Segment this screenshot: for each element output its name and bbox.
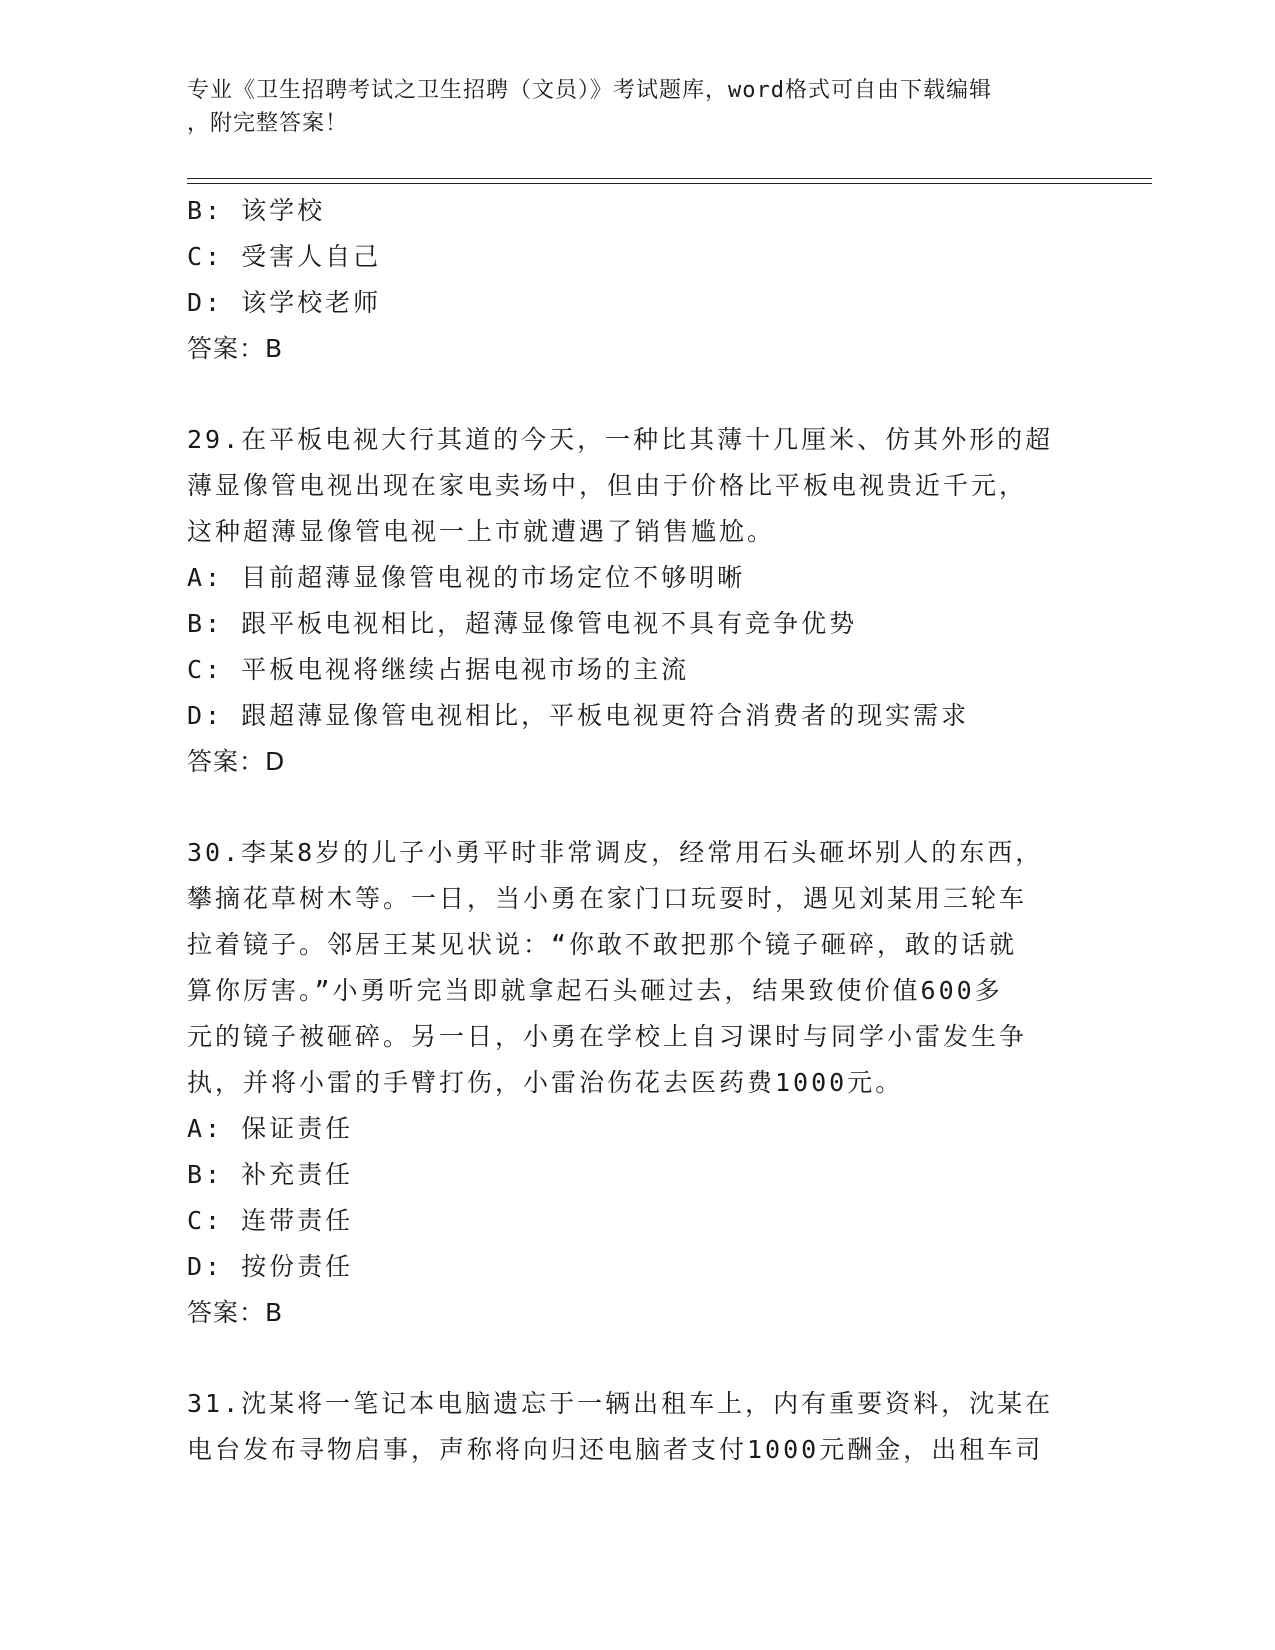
- question-30-line: 执，并将小雷的手臂打伤，小雷治伤花去医药费1000元。: [187, 1068, 904, 1097]
- document-header: [187, 74, 1067, 140]
- option-c: C: 受害人自己: [187, 242, 382, 271]
- question-31-line: 31.沈某将一笔记本电脑遗忘于一辆出租车上，内有重要资料，沈某在: [187, 1389, 1054, 1418]
- question-29-stem: [187, 417, 1087, 555]
- question-30-line: 算你厉害。”小勇听完当即就拿起石头砸过去，结果致使价值600多: [187, 976, 1003, 1005]
- question-29-options: [187, 555, 1087, 739]
- question-30-line: 30.李某8岁的儿子小勇平时非常调皮，经常用石头砸坏别人的东西，: [187, 838, 1044, 867]
- spacer: [187, 372, 1087, 417]
- option-b: B: 补充责任: [187, 1160, 354, 1189]
- header-divider-bottom: [187, 183, 1152, 184]
- question-30-line: 攀摘花草树木等。一日，当小勇在家门口玩耍时，遇见刘某用三轮车: [187, 884, 1028, 913]
- question-30-options: [187, 1106, 1087, 1290]
- option-d: D: 按份责任: [187, 1252, 354, 1281]
- option-d: D: 跟超薄显像管电视相比，平板电视更符合消费者的现实需求: [187, 701, 970, 730]
- option-c: C: 连带责任: [187, 1206, 354, 1235]
- document-body: [187, 188, 1087, 1473]
- header-line-1: 专业《卫生招聘考试之卫生招聘（文员）》考试题库，word格式可自由下载编辑: [187, 78, 992, 103]
- question-31-line: 电台发布寻物启事，声称将向归还电脑者支付1000元酬金，出租车司: [187, 1435, 1044, 1464]
- header-line-2: ，附完整答案！: [187, 111, 349, 136]
- question-28-options: [187, 188, 1087, 326]
- answer-29: 答案：D: [187, 747, 286, 776]
- question-29-line: 这种超薄显像管电视一上市就遭遇了销售尴尬。: [187, 517, 776, 546]
- question-30-line: 拉着镜子。邻居王某见状说：“你敢不敢把那个镜子砸碎，敢的话就: [187, 930, 1018, 959]
- option-a: A: 目前超薄显像管电视的市场定位不够明晰: [187, 563, 746, 592]
- question-30-stem: [187, 830, 1087, 1106]
- option-d: D: 该学校老师: [187, 288, 382, 317]
- answer-28: 答案：B: [187, 334, 284, 363]
- answer-30: 答案：B: [187, 1298, 284, 1327]
- question-29-line: 29.在平板电视大行其道的今天，一种比其薄十几厘米、仿其外形的超: [187, 425, 1054, 454]
- option-b: B: 该学校: [187, 196, 326, 225]
- spacer: [187, 785, 1087, 830]
- option-c: C: 平板电视将继续占据电视市场的主流: [187, 655, 690, 684]
- header-divider-top: [187, 178, 1152, 179]
- option-a: A: 保证责任: [187, 1114, 354, 1143]
- option-b: B: 跟平板电视相比，超薄显像管电视不具有竞争优势: [187, 609, 858, 638]
- spacer: [187, 1336, 1087, 1381]
- question-31-stem: [187, 1381, 1087, 1473]
- question-30-line: 元的镜子被砸碎。另一日，小勇在学校上自习课时与同学小雷发生争: [187, 1022, 1028, 1051]
- question-29-line: 薄显像管电视出现在家电卖场中，但由于价格比平板电视贵近千元，: [187, 471, 1028, 500]
